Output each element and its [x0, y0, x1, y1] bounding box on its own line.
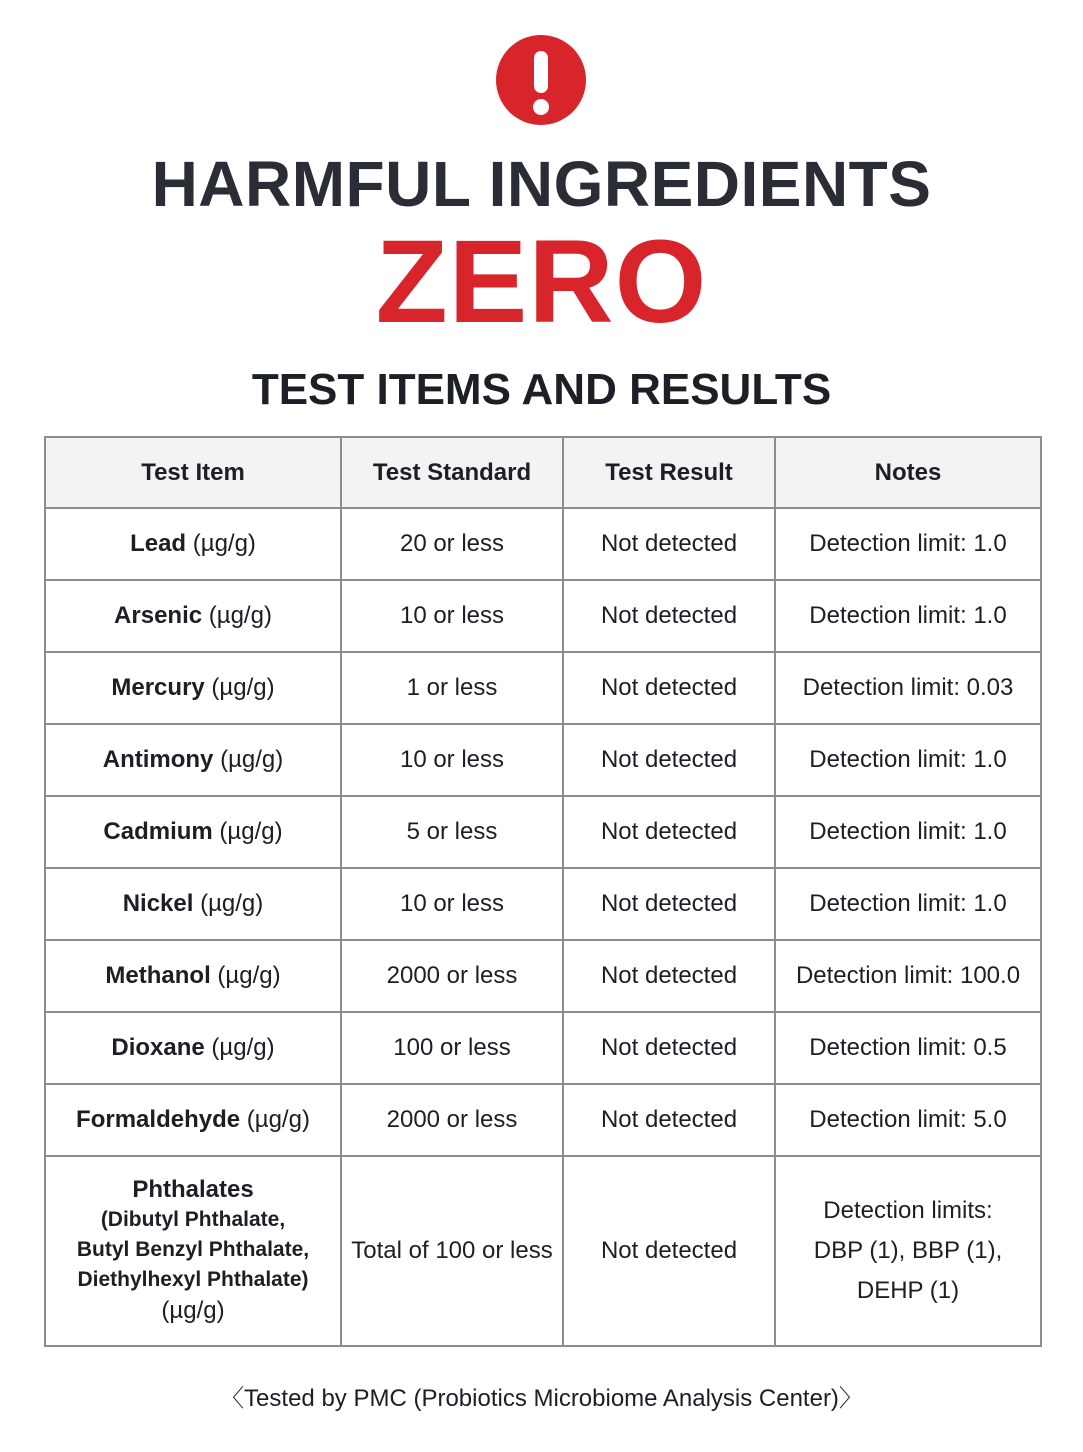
cell-test-standard: 2000 or less — [341, 940, 563, 1012]
cell-notes: Detection limit: 1.0 — [775, 868, 1041, 940]
item-unit: (µg/g) — [211, 1034, 275, 1061]
exclamation-circle-icon — [496, 35, 586, 125]
cell-test-item — [45, 724, 341, 796]
item-name: Arsenic — [114, 602, 203, 629]
cell-test-standard: 20 or less — [341, 508, 563, 580]
cell-notes: Detection limit: 1.0 — [775, 508, 1041, 580]
table-row — [45, 940, 1041, 1012]
cell-test-item — [45, 508, 341, 580]
item-name: Antimony — [102, 746, 214, 773]
table-row — [45, 868, 1041, 940]
cell-test-standard: 5 or less — [341, 796, 563, 868]
item-name: Cadmium — [103, 818, 213, 845]
cell-test-result: Not detected — [563, 652, 775, 724]
cell-test-item — [45, 1084, 341, 1156]
item-detail: Butyl Benzyl Phthalate, — [76, 1238, 310, 1261]
item-unit: (µg/g) — [161, 1297, 225, 1324]
cell-test-standard: 100 or less — [341, 1012, 563, 1084]
results-table — [44, 436, 1042, 1347]
cell-test-result: Not detected — [563, 1156, 775, 1346]
cell-test-result: Not detected — [563, 580, 775, 652]
page-title: HARMFUL INGREDIENTS — [151, 148, 932, 220]
cell-test-item — [45, 1156, 341, 1346]
column-header-test-item: Test Item — [45, 437, 341, 508]
item-name: Lead — [130, 530, 187, 557]
column-header-test-standard: Test Standard — [341, 437, 563, 508]
item-name: Formaldehyde — [76, 1106, 241, 1133]
table-row — [45, 652, 1041, 724]
cell-test-standard: 1 or less — [341, 652, 563, 724]
column-header-test-result: Test Result — [563, 437, 775, 508]
cell-test-item — [45, 652, 341, 724]
item-unit: (µg/g) — [208, 602, 272, 629]
cell-test-result: Not detected — [563, 508, 775, 580]
item-name: Mercury — [111, 674, 205, 701]
item-detail: Diethylhexyl Phthalate) — [77, 1268, 309, 1291]
item-name: Nickel — [122, 890, 194, 917]
item-unit: (µg/g) — [200, 890, 264, 917]
cell-test-item — [45, 796, 341, 868]
cell-test-result: Not detected — [563, 796, 775, 868]
cell-test-result: Not detected — [563, 1084, 775, 1156]
exclamation-bar — [534, 51, 548, 93]
cell-test-result: Not detected — [563, 724, 775, 796]
item-unit: (µg/g) — [220, 746, 284, 773]
cell-test-result: Not detected — [563, 940, 775, 1012]
table-row — [45, 580, 1041, 652]
table-body — [45, 508, 1041, 1346]
section-subtitle: TEST ITEMS AND RESULTS — [251, 365, 832, 414]
table-row — [45, 796, 1041, 868]
cell-notes: Detection limit: 0.5 — [775, 1012, 1041, 1084]
item-name: Phthalates — [132, 1176, 254, 1203]
cell-notes: Detection limit: 1.0 — [775, 724, 1041, 796]
table-row — [45, 1012, 1041, 1084]
table-header-row — [45, 437, 1041, 508]
item-unit: (µg/g) — [217, 962, 281, 989]
cell-notes: Detection limit: 1.0 — [775, 580, 1041, 652]
cell-test-standard: 10 or less — [341, 868, 563, 940]
cell-notes: Detection limit: 100.0 — [775, 940, 1041, 1012]
cell-test-standard: Total of 100 or less — [341, 1156, 563, 1346]
item-name: Dioxane — [111, 1034, 205, 1061]
cell-test-standard: 2000 or less — [341, 1084, 563, 1156]
table-row — [45, 508, 1041, 580]
item-name: Methanol — [105, 962, 211, 989]
cell-test-result: Not detected — [563, 868, 775, 940]
item-detail: (Dibutyl Phthalate, — [100, 1208, 286, 1231]
cell-test-item — [45, 940, 341, 1012]
footer-credit: 〈Tested by PMC (Probiotics Microbiome Analysis Center)〉 — [220, 1385, 863, 1412]
cell-test-item — [45, 1012, 341, 1084]
cell-test-standard: 10 or less — [341, 580, 563, 652]
cell-notes — [775, 1156, 1041, 1346]
exclamation-dot — [533, 99, 549, 115]
cell-test-item — [45, 868, 341, 940]
note-line: Detection limits: — [823, 1197, 993, 1224]
note-line: DBP (1), BBP (1), — [813, 1237, 1003, 1264]
table-row — [45, 724, 1041, 796]
cell-test-item — [45, 580, 341, 652]
cell-notes: Detection limit: 1.0 — [775, 796, 1041, 868]
table-row — [45, 1084, 1041, 1156]
highlight-zero: ZERO — [375, 216, 708, 348]
table-row-phthalates — [45, 1156, 1041, 1346]
item-unit: (µg/g) — [192, 530, 256, 557]
cell-test-result: Not detected — [563, 1012, 775, 1084]
column-header-notes: Notes — [775, 437, 1041, 508]
note-line: DEHP (1) — [856, 1277, 960, 1304]
cell-notes: Detection limit: 0.03 — [775, 652, 1041, 724]
cell-test-standard: 10 or less — [341, 724, 563, 796]
item-unit: (µg/g) — [219, 818, 283, 845]
item-unit: (µg/g) — [246, 1106, 310, 1133]
cell-notes: Detection limit: 5.0 — [775, 1084, 1041, 1156]
item-unit: (µg/g) — [211, 674, 275, 701]
